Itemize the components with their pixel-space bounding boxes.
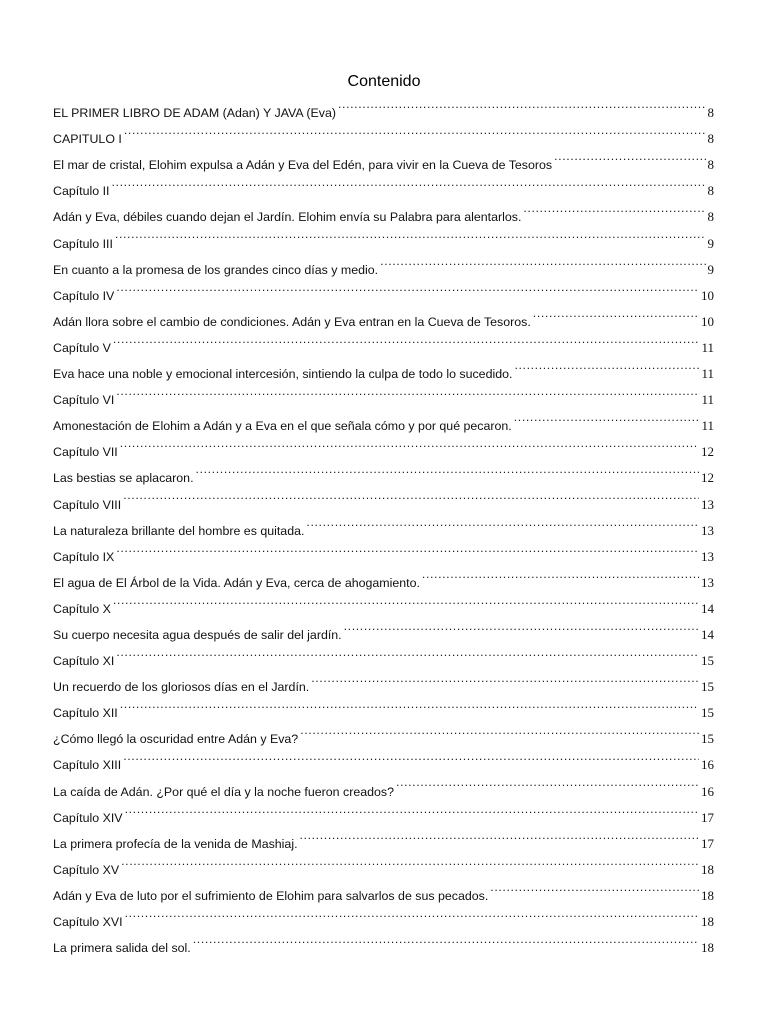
toc-entry[interactable] — [53, 326, 714, 355]
dot-leader — [124, 117, 706, 143]
toc-entry-text: Capítulo XI — [53, 654, 115, 669]
dot-leader — [344, 613, 699, 639]
toc-entry[interactable] — [53, 743, 714, 773]
toc-entry[interactable] — [53, 482, 714, 512]
dot-leader — [123, 482, 699, 508]
toc-entry[interactable] — [53, 430, 714, 460]
toc-entry-text: Un recuerdo de los gloriosos días en el Jardín. — [53, 680, 310, 695]
toc-entry[interactable] — [53, 665, 714, 695]
dot-leader — [120, 430, 699, 456]
toc-entry[interactable] — [53, 221, 714, 251]
dot-leader — [300, 822, 699, 848]
toc-page-number: 11 — [701, 366, 714, 382]
toc-entry-text: La primera profecía de la venida de Mashiaj. — [53, 836, 298, 851]
toc-entry[interactable] — [53, 926, 714, 956]
toc-page-number: 12 — [701, 444, 714, 460]
toc-entry-text: La caída de Adán. ¿Por qué el día y la noche fueron creados? — [53, 784, 394, 799]
dot-leader — [514, 404, 700, 430]
toc-page-number: 12 — [701, 470, 714, 486]
toc-entry-text: Capítulo II — [53, 184, 110, 199]
toc-page-number: 11 — [701, 418, 714, 434]
toc-entry[interactable] — [53, 587, 714, 616]
toc-entry[interactable] — [53, 535, 714, 564]
toc-entry[interactable] — [53, 404, 714, 434]
toc-entry-text: Capítulo V — [53, 340, 111, 355]
toc-entry-text: Capítulo IV — [53, 288, 115, 303]
toc-page-number: 10 — [701, 287, 714, 303]
dot-leader — [300, 717, 699, 743]
toc-title: Contenido — [347, 73, 421, 90]
toc-entry[interactable] — [53, 874, 714, 903]
toc-page-number: 13 — [701, 574, 714, 590]
dot-leader — [193, 926, 699, 952]
toc-entry-text: Capítulo VI — [53, 393, 115, 408]
toc-page-number: 16 — [701, 783, 714, 799]
toc-entry[interactable] — [53, 117, 714, 147]
toc-page-number: 18 — [701, 914, 714, 929]
dot-leader — [125, 796, 699, 822]
toc-entry[interactable] — [53, 509, 714, 538]
dot-leader — [422, 561, 699, 587]
toc-page-number: 11 — [701, 392, 714, 408]
toc-entry[interactable] — [53, 248, 714, 277]
toc-page-number: 15 — [701, 653, 714, 669]
dot-leader — [125, 900, 699, 926]
dot-leader — [116, 274, 699, 300]
toc-page-number: 9 — [707, 261, 714, 277]
dot-leader — [306, 509, 699, 535]
toc-entry-text: Amonestación de Elohim a Adán y a Eva en el que señala cómo y por qué pecaron. — [53, 419, 512, 434]
dot-leader — [380, 248, 705, 274]
toc-page-number: 13 — [701, 522, 714, 538]
toc-entry[interactable] — [53, 691, 714, 721]
toc-entry[interactable] — [53, 769, 714, 799]
toc-page-number: 18 — [701, 887, 714, 903]
toc-page-number: 8 — [707, 183, 714, 199]
toc-entry-text: EL PRIMER LIBRO DE ADAM (Adan) Y JAVA (Eva) — [53, 106, 337, 121]
toc-page-number: 13 — [701, 548, 714, 564]
toc-entry-text: El mar de cristal, Elohim expulsa a Adán y Eva del Edén, para vivir en la Cueva de Tesoros — [53, 158, 553, 173]
toc-page-number: 15 — [701, 731, 714, 747]
toc-entry-text: Capítulo VII — [53, 445, 118, 460]
toc-entry-text: Las bestias se aplacaron. — [53, 471, 194, 486]
toc-entry-text: Capítulo VIII — [53, 497, 122, 512]
dot-leader — [113, 587, 699, 613]
dot-leader — [533, 300, 699, 326]
toc-entry-text: Su cuerpo necesita agua después de salir del jardín. — [53, 627, 342, 642]
toc-entry-text: Adán y Eva de luto por el sufrimiento de Elohim para salvarlos de sus pecados. — [53, 888, 489, 903]
toc-page-number: 18 — [701, 940, 714, 956]
dot-leader — [116, 378, 699, 404]
toc-page-number: 15 — [701, 705, 714, 721]
toc-page-number: 8 — [707, 105, 714, 121]
toc-page-number: 17 — [701, 809, 714, 825]
dot-leader — [490, 874, 699, 900]
toc-entry-text: La naturaleza brillante del hombre es quitada. — [53, 523, 305, 538]
toc-entry[interactable] — [53, 300, 714, 329]
toc-page-number: 13 — [701, 496, 714, 512]
toc-page-number: 18 — [701, 861, 714, 877]
toc-entry[interactable] — [53, 143, 714, 173]
toc-page-number: 16 — [701, 757, 714, 773]
toc-entry[interactable] — [53, 822, 714, 851]
toc-entry-text: Adán y Eva, débiles cuando dejan el Jardín. Elohim envía su Palabra para alentarlos. — [53, 210, 522, 225]
toc-entry[interactable] — [53, 613, 714, 642]
toc-entry-text: Capítulo XIV — [53, 810, 123, 825]
toc-entry[interactable] — [53, 91, 714, 121]
toc-entry[interactable] — [53, 561, 714, 590]
dot-leader — [396, 769, 699, 795]
toc-entry-text: Capítulo XVI — [53, 915, 123, 929]
toc-page-number: 8 — [707, 131, 714, 147]
toc-entry[interactable] — [53, 717, 714, 747]
toc-entry[interactable] — [53, 848, 714, 877]
toc-page-number: 10 — [701, 313, 714, 329]
toc-page-number: 8 — [707, 157, 714, 173]
toc-page-number: 14 — [701, 600, 714, 616]
toc-entry[interactable] — [53, 900, 714, 929]
toc-entry[interactable] — [53, 195, 714, 225]
toc-page-number: 8 — [707, 209, 714, 225]
dot-leader — [111, 169, 705, 195]
toc-entry-text: Capítulo XIII — [53, 758, 122, 773]
toc-entry-text: Capítulo XV — [53, 862, 120, 877]
toc-entry-text: Capítulo XII — [53, 706, 118, 721]
toc-page-number: 9 — [707, 235, 714, 251]
dot-leader — [338, 91, 705, 117]
toc-entry-text: CAPITULO I — [53, 132, 122, 147]
dot-leader — [196, 456, 699, 482]
toc-entry-text: En cuanto a la promesa de los grandes cinco días y medio. — [53, 262, 379, 277]
toc-entry[interactable] — [53, 639, 714, 669]
toc-entry[interactable] — [53, 456, 714, 486]
dot-leader — [123, 743, 699, 769]
toc-entry[interactable] — [53, 274, 714, 303]
toc-entry-text: La primera salida del sol. — [53, 941, 191, 956]
toc-page-number: 17 — [701, 835, 714, 851]
toc-entry[interactable] — [53, 796, 714, 825]
toc-entry-text: ¿Cómo llegó la oscuridad entre Adán y Eva? — [53, 732, 299, 747]
toc-entry-text: Adán llora sobre el cambio de condiciones. Adán y Eva entran en la Cueva de Tesoros. — [53, 314, 531, 329]
toc-entry-text: Capítulo X — [53, 601, 111, 616]
dot-leader — [311, 665, 699, 691]
dot-leader — [116, 639, 699, 665]
toc-entry[interactable] — [53, 352, 714, 382]
dot-leader — [120, 691, 699, 717]
toc-page-number: 15 — [701, 679, 714, 695]
toc-page-number: 14 — [701, 626, 714, 642]
dot-leader — [554, 143, 705, 169]
dot-leader — [116, 535, 699, 561]
toc-list — [53, 91, 714, 956]
toc-page-number: 11 — [701, 339, 714, 355]
toc-entry[interactable] — [53, 169, 714, 199]
toc-entry-text: Capítulo IX — [53, 549, 115, 564]
toc-entry-text: Capítulo III — [53, 236, 113, 251]
dot-leader — [523, 195, 705, 221]
dot-leader — [113, 326, 700, 352]
toc-entry[interactable] — [53, 378, 714, 408]
toc-entry-text: Eva hace una noble y emocional intercesión, sintiendo la culpa de todo lo sucedido. — [53, 367, 513, 382]
dot-leader — [121, 848, 699, 874]
toc-entry-text: El agua de El Árbol de la Vida. Adán y Eva, cerca de ahogamiento. — [53, 575, 420, 590]
dot-leader — [514, 352, 699, 378]
dot-leader — [115, 221, 706, 247]
